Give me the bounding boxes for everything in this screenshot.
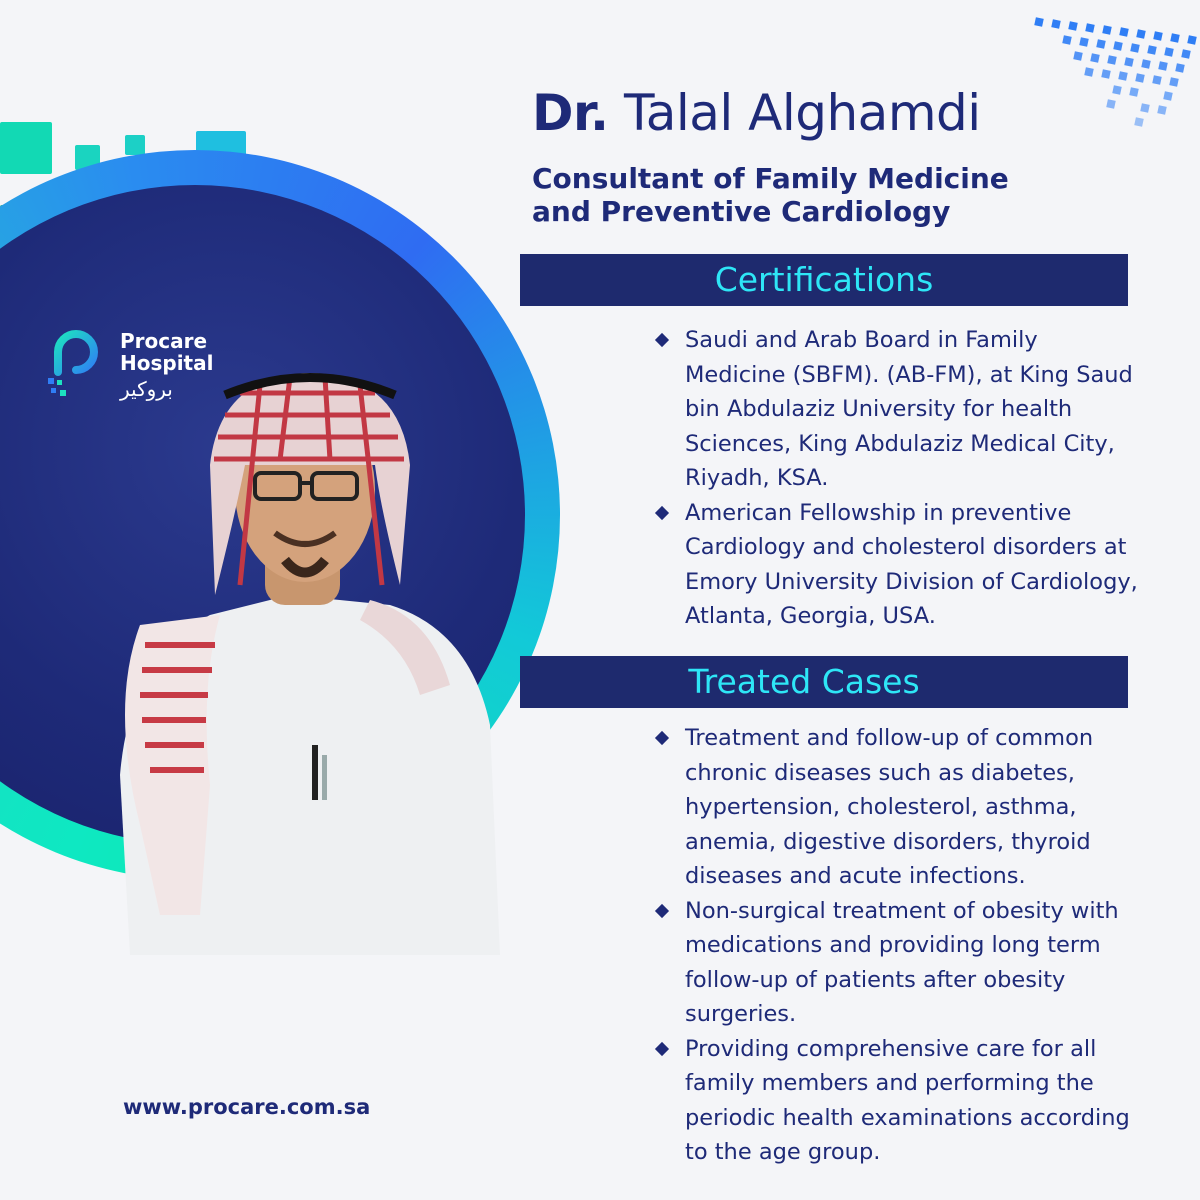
doctor-name [532,84,981,142]
decorative-dot [1136,29,1145,38]
list-item-text: Saudi and Arab Board in Family Medicine (SBFM). (AB-FM), at King Saud bin Abdulaziz University for health Sciences, King Abdulaziz Medical City, Riyadh, KSA. [685,327,1133,491]
treated-cases-list [655,721,1145,1170]
decorative-dot [1181,49,1190,58]
decorative-dot [1106,99,1115,108]
list-item [655,894,1145,1032]
logo-text-line2: Hospital [120,351,214,375]
doctor-specialty [532,162,1092,228]
decorative-dot [1129,87,1138,96]
decorative-dot [1164,47,1173,56]
decorative-dot [1112,85,1121,94]
logo-text-line1: Procare [120,329,208,353]
decorative-dot [1102,25,1111,34]
treated-cases-heading-bar [520,656,1128,708]
decorative-dot [1085,23,1094,32]
list-item [655,323,1145,496]
decorative-dot [1090,53,1099,62]
procare-logo [48,330,238,410]
decorative-dot [1134,117,1143,126]
website-url[interactable]: www.procare.com.sa [123,1095,371,1119]
specialty-line2: and Preventive Cardiology [532,195,951,228]
certifications-heading-bar [520,254,1128,306]
decorative-dot [1118,71,1127,80]
decorative-dot [1170,33,1179,42]
decorative-dot [1068,21,1077,30]
list-item [655,496,1145,634]
certifications-list [655,323,1145,634]
decorative-dot [1147,45,1156,54]
diamond-bullet-icon [655,903,669,917]
list-item [655,721,1145,894]
decorative-dot [1135,73,1144,82]
specialty-line1: Consultant of Family Medicine [532,162,1009,195]
decorative-dot [1079,37,1088,46]
decorative-dot [1163,91,1172,100]
decorative-dot [1187,35,1196,44]
decorative-dot [1157,105,1166,114]
decorative-dot [1130,43,1139,52]
decorative-dot [1062,35,1071,44]
procare-logo-mark-icon [48,330,102,400]
diamond-bullet-icon [655,333,669,347]
decorative-dot [1153,31,1162,40]
decorative-dot [1084,67,1093,76]
decorative-dot [1141,59,1150,68]
list-item-text: Providing comprehensive care for all family members and performing the periodic health examinations according to the age group. [685,1035,1130,1165]
decorative-dot [1119,27,1128,36]
list-item-text: Treatment and follow-up of common chronic diseases such as diabetes, hypertension, cholesterol, asthma, anemia, digestive disorders, thyroid diseases and acute infections. [685,725,1094,889]
diamond-bullet-icon [655,505,669,519]
diamond-bullet-icon [655,731,669,745]
decorative-dot [1113,41,1122,50]
decorative-dot [1140,103,1149,112]
decorative-dot [1152,75,1161,84]
doctor-name-text: Talal Alghamdi [623,84,981,142]
logo-text-arabic: بروكير [120,377,173,401]
decorative-dot [1124,57,1133,66]
decorative-dot [1175,63,1184,72]
doctor-prefix: Dr. [532,84,609,142]
decorative-dot [1158,61,1167,70]
treated-cases-heading: Treated Cases [688,662,920,701]
diamond-bullet-icon [655,1041,669,1055]
decorative-dot [1101,69,1110,78]
decorative-dot [1096,39,1105,48]
decorative-dot [1169,77,1178,86]
list-item-text: Non-surgical treatment of obesity with medications and providing long term follow-up of patients after obesity surgeries. [685,897,1119,1027]
decorative-dot [1034,17,1043,26]
decorative-dot [1107,55,1116,64]
decorative-dot [1073,51,1082,60]
list-item [655,1032,1145,1170]
doctor-portrait [90,355,520,955]
list-item-text: American Fellowship in preventive Cardiology and cholesterol disorders at Emory University Division of Cardiology, Atlanta, Georgia, USA. [685,499,1138,629]
certifications-heading: Certifications [714,260,934,299]
decorative-dot [1051,19,1060,28]
